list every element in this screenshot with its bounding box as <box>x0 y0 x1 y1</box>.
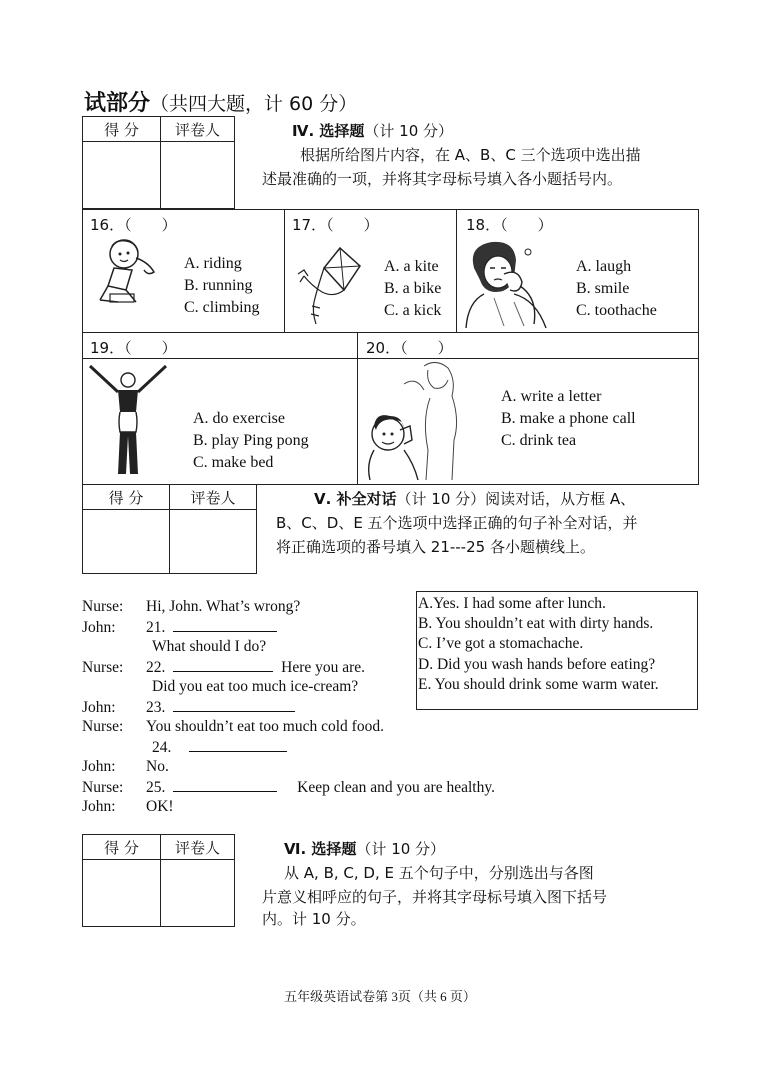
dialog-line-2: John: 21. <box>82 617 277 638</box>
question-20-option-b[interactable]: B. make a phone call <box>501 410 636 427</box>
answer-option-c: C. I’ve got a stomachache. <box>418 635 584 653</box>
question-17-option-a[interactable]: A. a kite <box>384 258 439 275</box>
grader-label: 评卷人 <box>161 117 235 142</box>
dialog-line-10: Nurse: 25. Keep clean and you are healthy. <box>82 779 495 796</box>
question-18-option-a[interactable]: A. laugh <box>576 258 632 275</box>
grader-cell[interactable] <box>161 142 235 209</box>
question-16-option-a[interactable]: A. riding <box>184 255 242 272</box>
section6-instruction-2: 片意义相呼应的句子，并将其字母标号填入图下括号 <box>262 888 608 906</box>
question-17-option-c[interactable]: C. a kick <box>384 302 442 319</box>
boy-climbing-picture <box>96 236 156 308</box>
dialog-line-1: Nurse: Hi, John. What’s wrong? <box>82 598 301 615</box>
score-cell[interactable] <box>83 142 161 209</box>
answer-blank-24[interactable] <box>189 737 287 752</box>
question-17-options <box>384 256 441 322</box>
dialog-line-9: John: No. <box>82 758 169 775</box>
question-19-option-a[interactable]: A. do exercise <box>193 410 285 427</box>
question-20-number[interactable]: 20．（ ） <box>366 339 453 357</box>
man-exercise-picture <box>88 362 168 480</box>
score-label: 得 分 <box>83 835 161 860</box>
grader-label: 评卷人 <box>170 485 257 510</box>
grader-label: 评卷人 <box>161 835 235 860</box>
question-17-number[interactable]: 17．（ ） <box>292 216 379 234</box>
section5-instruction-3: 将正确选项的番号填入 21---25 各小题横线上。 <box>276 538 595 556</box>
phone-call-picture <box>364 360 484 482</box>
answer-option-b: B. You shouldn’t eat with dirty hands. <box>418 615 654 633</box>
section5-instruction-2: B、C、D、E 五个选项中选择正确的句子补全对话，并 <box>276 514 638 532</box>
section5-instruction-1: （计 10 分）阅读对话，从方框 A、 <box>396 490 636 508</box>
section6-instruction-3: 内。计 10 分。 <box>262 910 366 928</box>
answer-blank-21[interactable] <box>173 617 277 632</box>
section6-title: Ⅵ. 选择题 <box>284 840 357 858</box>
dialog-line-3: What should I do? <box>152 638 267 655</box>
question-16-option-b[interactable]: B. running <box>184 277 253 294</box>
question-19-option-b[interactable]: B. play Ping pong <box>193 432 309 449</box>
kite-picture <box>294 246 364 326</box>
score-label: 得 分 <box>83 485 170 510</box>
question-16-number[interactable]: 16．（ ） <box>90 216 177 234</box>
score-cell[interactable] <box>83 860 161 927</box>
section5-heading <box>314 486 635 512</box>
dialog-line-7: Nurse: You shouldn’t eat too much cold food. <box>82 718 384 735</box>
answer-option-d: D. Did you wash hands before eating? <box>418 655 656 673</box>
question-18-option-b[interactable]: B. smile <box>576 280 630 297</box>
score-box-section5 <box>82 484 257 574</box>
girl-toothache-picture <box>464 238 564 330</box>
section6-points: （计 10 分） <box>356 840 446 858</box>
answer-blank-25[interactable] <box>173 777 277 792</box>
dialog-line-4: Nurse: 22. Here you are. <box>82 659 366 676</box>
question-19-options <box>193 408 309 474</box>
page-title-main: 试部分 <box>84 91 151 116</box>
question-19-option-c[interactable]: C. make bed <box>193 454 274 471</box>
grader-cell[interactable] <box>161 860 235 927</box>
score-box-section4 <box>82 116 235 209</box>
question-16-options <box>184 253 260 319</box>
question-18-number[interactable]: 18．（ ） <box>466 216 553 234</box>
section6-heading <box>284 836 445 862</box>
page-title-sub: （共四大题，计 60 分） <box>150 93 358 115</box>
question-18-option-c[interactable]: C. toothache <box>576 302 657 319</box>
score-box-section6 <box>82 834 235 927</box>
dialog-line-5: Did you eat too much ice-cream? <box>152 678 359 695</box>
page-title <box>84 86 357 117</box>
section4-title: Ⅳ. 选择题 <box>292 122 365 140</box>
question-19-number[interactable]: 19．（ ） <box>90 339 177 357</box>
page-footer: 五年级英语试卷第 3页（共 6 页） <box>284 989 476 1004</box>
section6-instruction-1: 从 A, B, C, D, E 五个句子中，分别选出与各图 <box>284 864 594 882</box>
question-18-options <box>576 256 657 322</box>
question-20-option-a[interactable]: A. write a letter <box>501 388 602 405</box>
answer-option-e: E. You should drink some warm water. <box>418 675 659 693</box>
score-label: 得 分 <box>83 117 161 142</box>
answer-option-a: A.Yes. I had some after lunch. <box>418 595 606 612</box>
answer-blank-23[interactable] <box>173 697 295 712</box>
section5-title: Ⅴ. 补全对话 <box>314 490 397 508</box>
dialog-line-8: 24. <box>152 737 287 758</box>
question-17-option-b[interactable]: B. a bike <box>384 280 442 297</box>
question-20-option-c[interactable]: C. drink tea <box>501 432 577 449</box>
section4-heading <box>292 118 453 144</box>
section4-points: （计 10 分） <box>364 122 454 140</box>
section4-instruction-1: 根据所给图片内容，在 A、B、C 三个选项中选出描 <box>300 146 641 164</box>
dialog-line-11: John: OK! <box>82 798 174 815</box>
question-16-option-c[interactable]: C. climbing <box>184 299 260 316</box>
section4-instruction-2: 述最准确的一项，并将其字母标号填入各小题括号内。 <box>262 170 623 188</box>
grader-cell[interactable] <box>170 510 257 574</box>
score-cell[interactable] <box>83 510 170 574</box>
answer-options-box <box>416 591 698 710</box>
question-20-options <box>501 386 636 452</box>
dialog-line-6: John: 23. <box>82 697 295 718</box>
answer-blank-22[interactable] <box>173 657 273 672</box>
